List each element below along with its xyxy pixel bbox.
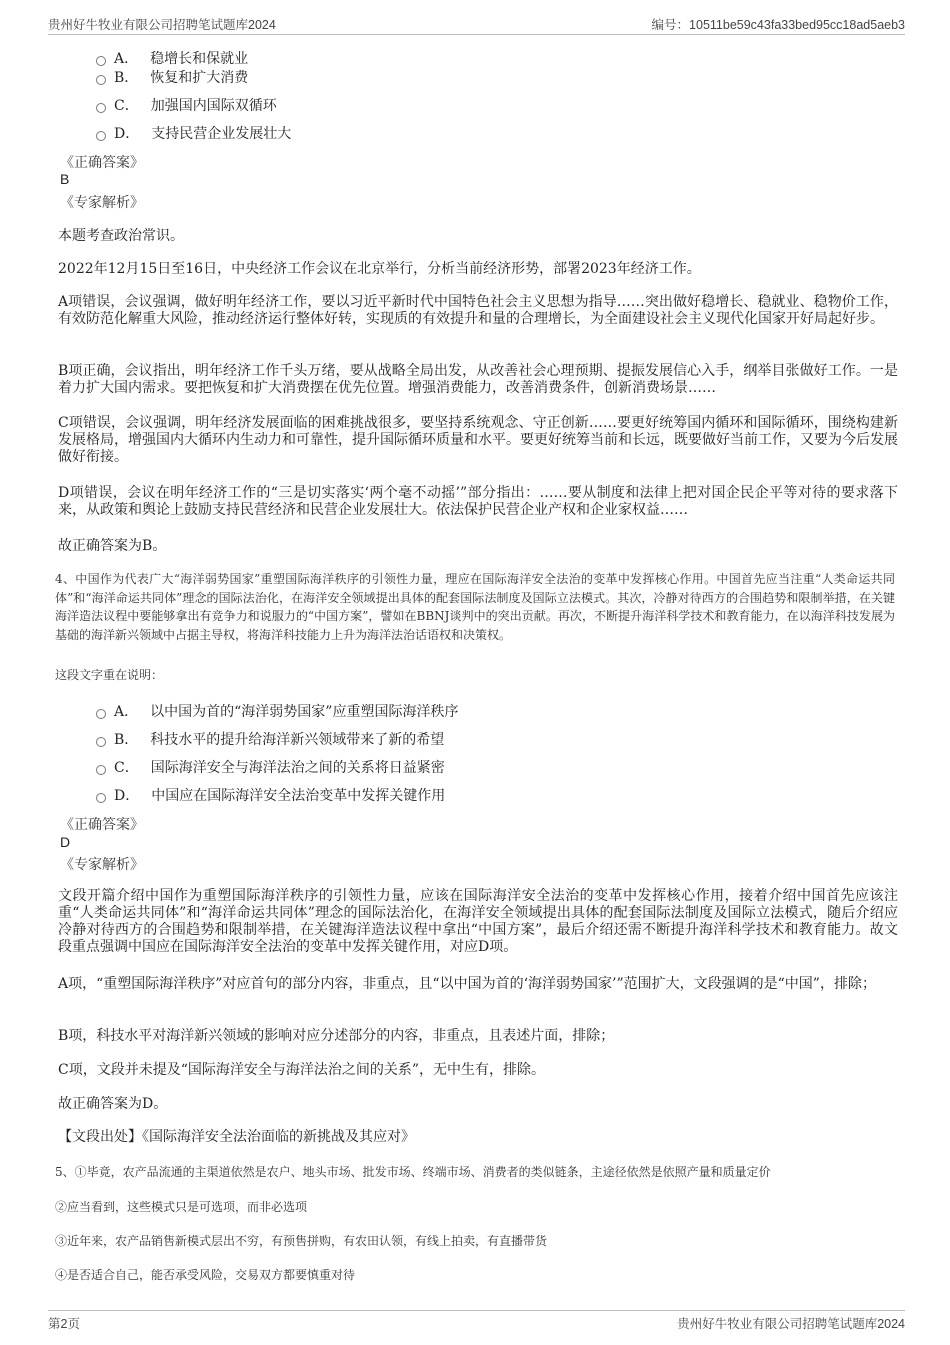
- q4-option-b[interactable]: [96, 729, 444, 749]
- header-title: 贵州好牛牧业有限公司招聘笔试题库2024: [48, 18, 276, 32]
- radio-icon[interactable]: [96, 793, 106, 803]
- q3-analysis-para: B项正确，会议指出，明年经济工作千头万绪，要从战略全局出发，从改善社会心理预期、提振发展信心入手，纲举目张做好工作。一是着力扩大国内需求。要把恢复和扩大消费摆在优先位置。增强消费能力，改善消费条件，创新消费场景……: [58, 363, 898, 396]
- q3-analysis-para: 故正确答案为B。: [58, 538, 167, 554]
- option-letter: A．: [114, 51, 139, 67]
- option-letter: D．: [114, 788, 140, 804]
- option-text: 加强国内国际双循环: [150, 98, 277, 114]
- q4-prompt: 这段文字重在说明：: [55, 668, 164, 682]
- q3-analysis-para: 2022年12月15日至16日，中央经济工作会议在北京举行，分析当前经济形势，部署2023年经济工作。: [58, 261, 701, 277]
- option-text: 以中国为首的“海洋弱势国家”应重塑国际海洋秩序: [150, 704, 459, 720]
- radio-icon[interactable]: [96, 56, 106, 66]
- radio-icon[interactable]: [96, 737, 106, 747]
- q4-analysis-para: A项，“重塑国际海洋秩序”对应首句的部分内容，非重点，且“以中国为首的‘海洋弱势国家’”范围扩大，文段强调的是“中国”，排除；: [58, 976, 876, 992]
- q4-analysis-para: C项，文段并未提及“国际海洋安全与海洋法治之间的关系”，无中生有，排除。: [58, 1062, 546, 1078]
- option-letter: C．: [114, 760, 139, 776]
- q3-answer-tag: 《正确答案》: [60, 155, 144, 171]
- q4-analysis-para: 故正确答案为D。: [58, 1096, 168, 1112]
- option-text: 支持民营企业发展壮大: [151, 126, 292, 142]
- radio-icon[interactable]: [96, 75, 106, 85]
- option-letter: B．: [114, 732, 139, 748]
- q4-analysis-para: 文段开篇介绍中国作为重塑国际海洋秩序的引领性力量，应该在国际海洋安全法治的变革中发挥核心作用，接着介绍中国首先应该注重“人类命运共同体”和“海洋命运共同体”理念的国际法治化，在海洋安全领域提出具体的配套国际法制度及国际立法模式，随后介绍应冷静对待西方的合围趋势和限制举措，在关键海洋造法议程中拿出“中国方案”，最后介绍还需不断提升海洋科学技术和教育能力。故文段重点强调中国应在国际海洋安全法治的变革中发挥关键作用，对应D项。: [58, 888, 898, 955]
- page-number: 第2页: [48, 1317, 80, 1331]
- q4-option-a[interactable]: [96, 701, 458, 721]
- option-text: 科技水平的提升给海洋新兴领域带来了新的希望: [150, 732, 445, 748]
- radio-icon[interactable]: [96, 765, 106, 775]
- q3-option-b[interactable]: [96, 67, 248, 87]
- radio-icon[interactable]: [96, 103, 106, 113]
- q5-line: 5、①毕竟，农产品流通的主渠道依然是农户、地头市场、批发市场、终端市场、消费者的类似链条，主途径依然是依照产量和质量定价: [55, 1165, 771, 1179]
- radio-icon[interactable]: [96, 131, 106, 141]
- option-letter: B．: [114, 70, 139, 86]
- footer-title: 贵州好牛牧业有限公司招聘笔试题库2024: [677, 1317, 905, 1331]
- q3-analysis-para: C项错误，会议强调，明年经济发展面临的困难挑战很多，要坚持系统观念、守正创新……要更好统筹国内循环和国际循环，围绕构建新发展格局，增强国内大循环内生动力和可靠性，提升国际循环质量和水平。要更好统筹当前和长远，既要做好当前工作，又要为今后发展做好衔接。: [58, 415, 898, 465]
- page-footer: [48, 1310, 905, 1333]
- q4-source: 【文段出处】《国际海洋安全法治面临的新挑战及其应对》: [58, 1129, 415, 1145]
- page-header: [48, 12, 905, 35]
- q3-analysis-para: A项错误，会议强调，做好明年经济工作，要以习近平新时代中国特色社会主义思想为指导……突出做好稳增长、稳就业、稳物价工作，有效防范化解重大风险，推动经济运行整体好转，实现质的有效提升和量的合理增长，为全面建设社会主义现代化国家开好局起好步。: [58, 294, 898, 327]
- q3-option-d[interactable]: [96, 123, 291, 143]
- option-letter: C．: [114, 98, 139, 114]
- radio-icon[interactable]: [96, 709, 106, 719]
- q5-line: ③近年来，农产品销售新模式层出不穷，有预售拼购，有农田认领，有线上拍卖，有直播带货: [55, 1234, 548, 1248]
- q5-line: ②应当看到，这些模式只是可选项，而非必选项: [55, 1200, 308, 1214]
- document-code: 编号：10511be59c43fa33bed95cc18ad5aeb3: [651, 18, 905, 32]
- q4-answer: D: [60, 834, 71, 850]
- option-letter: D．: [114, 126, 140, 142]
- q3-analysis-para: D项错误，会议在明年经济工作的“三是切实落实‘两个毫不动摇’”部分指出：……要从制度和法律上把对国企民企平等对待的要求落下来，从政策和舆论上鼓励支持民营经济和民营企业发展壮大。依法保护民营企业产权和企业家权益……: [58, 485, 898, 518]
- q3-analysis-para: 本题考查政治常识。: [58, 228, 184, 244]
- q4-option-c[interactable]: [96, 757, 445, 777]
- option-text: 恢复和扩大消费: [150, 70, 249, 86]
- q3-analysis-tag: 《专家解析》: [60, 195, 144, 211]
- option-letter: A．: [114, 704, 139, 720]
- option-text: 稳增长和保就业: [150, 51, 249, 67]
- q3-option-c[interactable]: [96, 95, 277, 115]
- q3-option-a[interactable]: [96, 48, 248, 68]
- option-text: 国际海洋安全与海洋法治之间的关系将日益紧密: [150, 760, 445, 776]
- q3-answer: B: [60, 171, 70, 187]
- q4-stem: 4、中国作为代表广大“海洋弱势国家”重塑国际海洋秩序的引领性力量，理应在国际海洋安全法治的变革中发挥核心作用。中国首先应当注重“人类命运共同体”和“海洋命运共同体”理念的国际法治化，在海洋安全领域提出具体的配套国际法制度及国际立法模式。其次，冷静对待西方的合围趋势和限制举措，在关键海洋造法议程中要能够拿出有竞争力和说服力的“中国方案”，譬如在BBNJ谈判中的突出贡献。再次，不断提升海洋科学技术和教育能力，在以海洋科技发展为基础的海洋新兴领域中占据主导权，将海洋科技能力上升为海洋法治话语权和决策权。: [55, 572, 895, 642]
- option-text: 中国应在国际海洋安全法治变革中发挥关键作用: [151, 788, 446, 804]
- q4-analysis-tag: 《专家解析》: [60, 857, 144, 873]
- q5-line: ④是否适合自己，能否承受风险，交易双方都要慎重对待: [55, 1268, 356, 1282]
- q4-analysis-para: B项，科技水平对海洋新兴领域的影响对应分述部分的内容，非重点，且表述片面，排除；: [58, 1028, 615, 1044]
- q4-answer-tag: 《正确答案》: [60, 817, 144, 833]
- q4-option-d[interactable]: [96, 785, 445, 805]
